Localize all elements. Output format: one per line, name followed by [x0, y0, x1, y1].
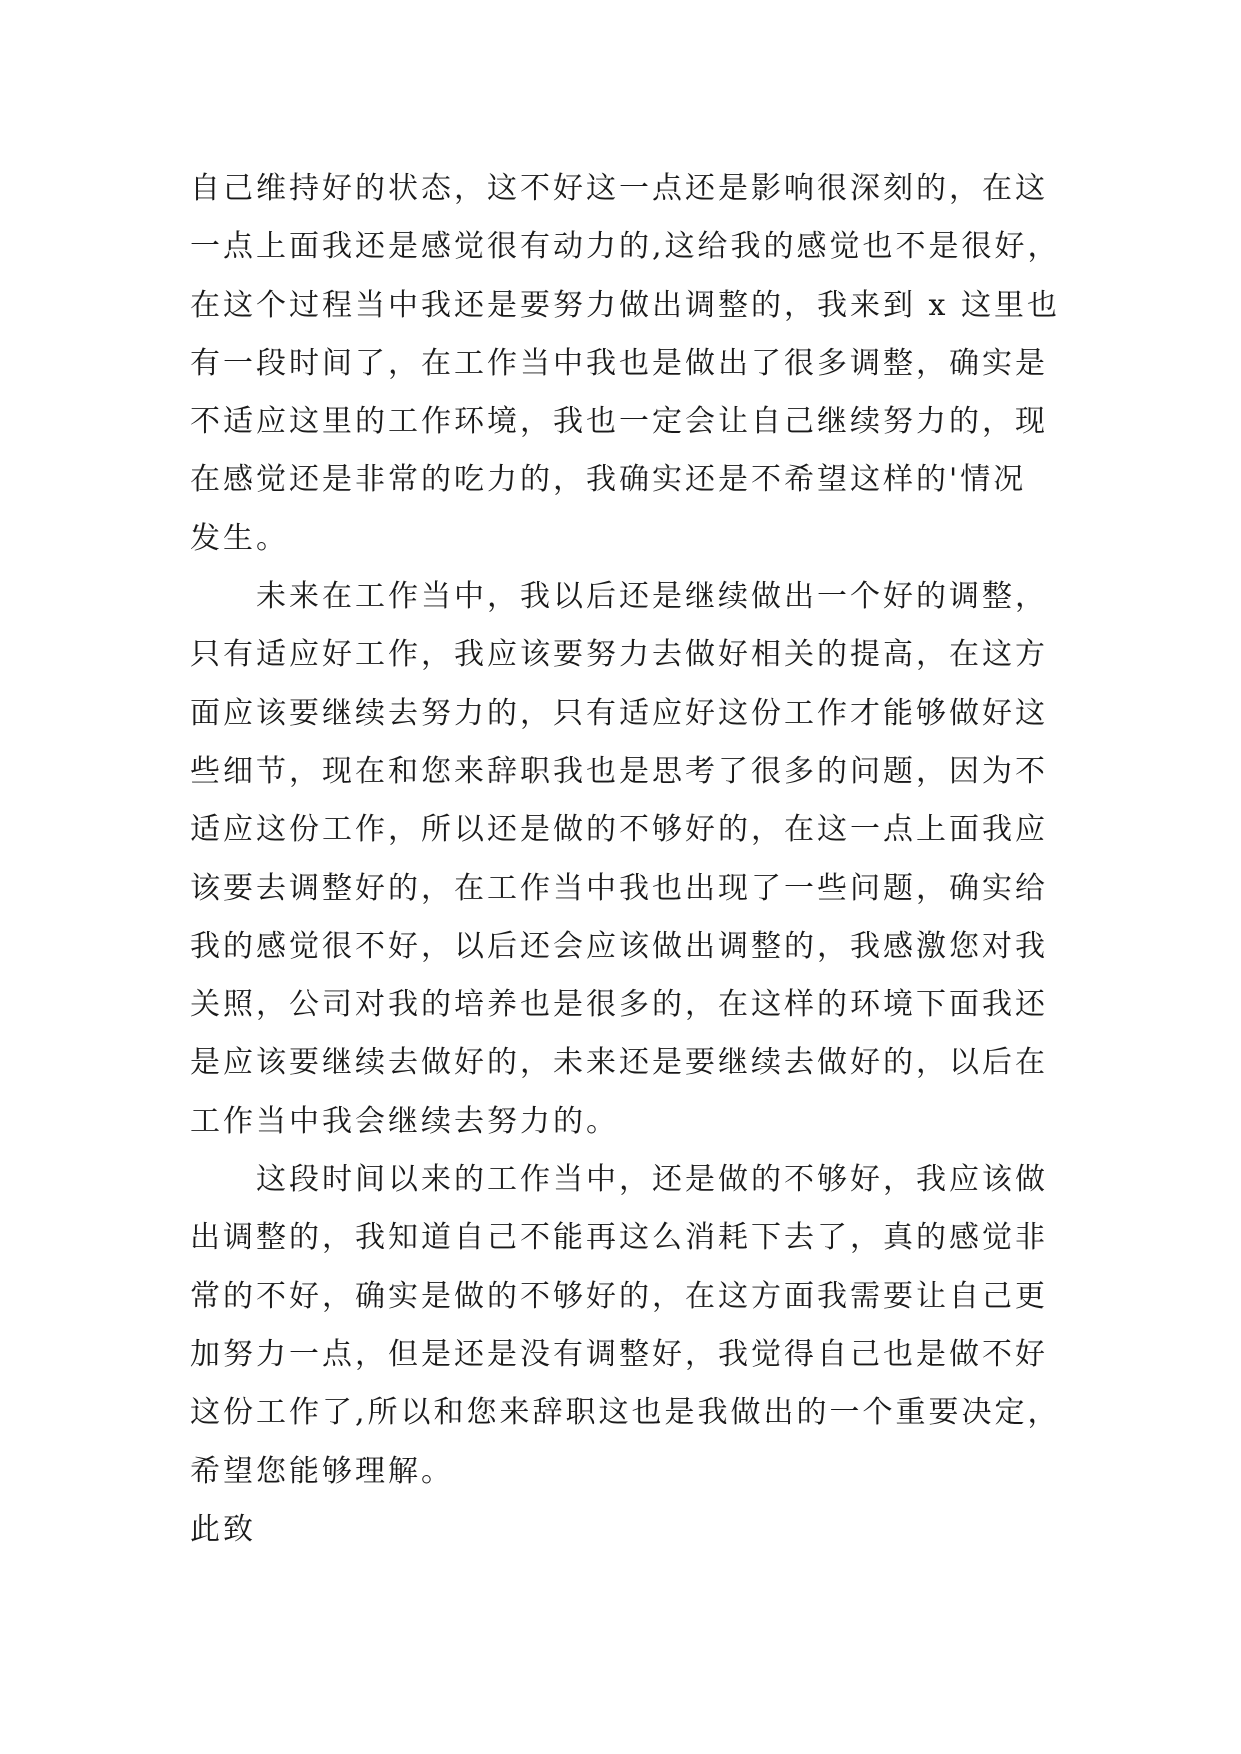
- paragraph-start-line: 这段时间以来的工作当中，还是做的不够好，我应该做: [190, 1162, 1048, 1198]
- text-line: 有一段时间了，在工作当中我也是做出了很多调整，确实是: [190, 345, 1048, 381]
- body-text: [190, 160, 1090, 1559]
- text-line: 些细节，现在和您来辞职我也是思考了很多的问题，因为不: [190, 753, 1048, 789]
- closing-salutation: 此致: [190, 1511, 256, 1547]
- text-line: 工作当中我会继续去努力的。: [190, 1103, 619, 1139]
- text-line: 不适应这里的工作环境，我也一定会让自己继续努力的，现: [190, 404, 1048, 440]
- paragraph-start-line: 未来在工作当中，我以后还是继续做出一个好的调整，: [190, 579, 1048, 615]
- text-line: 发生。: [190, 520, 289, 556]
- text-line: 加努力一点，但是还是没有调整好，我觉得自己也是做不好: [190, 1336, 1048, 1372]
- text-line: 关照，公司对我的培养也是很多的，在这样的环境下面我还: [190, 987, 1048, 1023]
- text-line: 这份工作了,所以和您来辞职这也是我做出的一个重要决定，: [190, 1395, 1061, 1431]
- text-line: 自己维持好的状态，这不好这一点还是影响很深刻的，在这: [190, 171, 1048, 206]
- text-line: 面应该要继续去努力的，只有适应好这份工作才能够做好这: [190, 695, 1048, 731]
- text-line: 只有适应好工作，我应该要努力去做好相关的提高，在这方: [190, 637, 1048, 673]
- text-line: 适应这份工作，所以还是做的不够好的，在这一点上面我应: [190, 812, 1048, 848]
- text-line: 出调整的，我知道自己不能再这么消耗下去了，真的感觉非: [190, 1220, 1048, 1256]
- text-line: 在感觉还是非常的吃力的，我确实还是不希望这样的'情况: [190, 462, 1027, 498]
- text-line: 常的不好，确实是做的不够好的，在这方面我需要让自己更: [190, 1278, 1048, 1314]
- text-line: 是应该要继续去做好的，未来还是要继续去做好的，以后在: [190, 1045, 1048, 1081]
- text-line: 一点上面我还是感觉很有动力的,这给我的感觉也不是很好，: [190, 229, 1061, 265]
- text-line: 该要去调整好的，在工作当中我也出现了一些问题，确实给: [190, 870, 1048, 906]
- text-line: 在这个过程当中我还是要努力做出调整的，我来到 x 这里也: [190, 287, 1060, 323]
- text-line: 希望您能够理解。: [190, 1453, 454, 1489]
- text-line: 我的感觉很不好，以后还会应该做出调整的，我感激您对我: [190, 928, 1048, 964]
